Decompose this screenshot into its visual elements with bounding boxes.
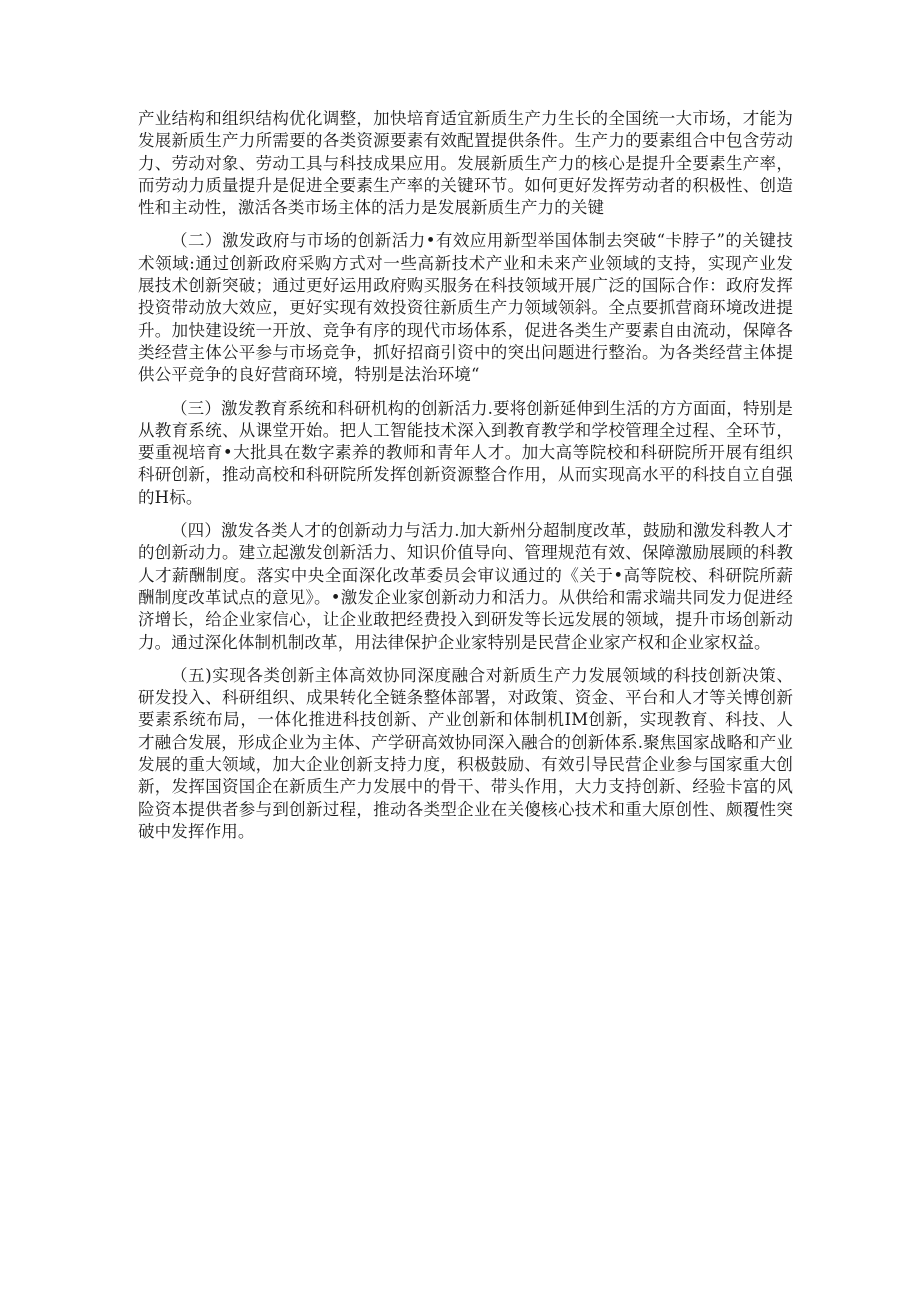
document-body (138, 108, 793, 854)
paragraph-section-3: （三）激发教育系统和科研机构的创新活力.要将创新延伸到生活的方方面面，特别是从教育系统、从课堂开始。把人工智能技术深入到教育教学和学校管理全过程、全环节，要重视培育•大批具在数字素养的教师和青年人才。加大高等院校和科研院所开展有组织科研创新，推动高校和科研院所发挥创新资源整合作用，从而实现高水平的科技自立自强的H标。 (138, 398, 793, 507)
paragraph-section-2: （二）激发政府与市场的创新活力•有效应用新型举国体制去突破“卡脖子”的关键技术领域:通过创新政府采购方式对一些高新技术产业和未来产业领域的支持，实现产业发展技术创新突破；通过更好运用政府购买服务在科技领域开展广泛的国际合作：政府发挥投资带动放大效应，更好实现有效投资往新质生产力领域领斜。全点要抓营商环境改进提升。加快建设统一开放、竞争有序的现代市场体系，促进各类生产要素自由流动，保障各类经营主体公平参与市场竞争，抓好招商引资中的突出问题进行整治。为各类经营主体提供公平竞争的良好营商环境，特别是法治环境“ (138, 231, 793, 385)
paragraph-section-5: （五)实现各类创新主体高效协同深度融合对新质生产力发展领域的科技创新决策、研发投入、科研组织、成果转化全链条整体部署，对政策、资金、平台和人才等关博创新要素系统布局，一体化推进科技创新、产业创新和体制机IM创新，实现教育、科技、人才融合发展，形成企业为主体、产学研高效协同深入融合的创新体系.聚焦国家战略和产业发展的重大领域，加大企业创新支持力度，积极鼓励、有效引导民营企业参与国家重大创新，发挥国资国企在新质生产力发展中的骨干、带头作用，大力支持创新、经验卡富的风险资本提供者参与到创新过程，推动各类型企业在关傻核心技术和重大原创性、颇覆性突破中发挥作用。 (138, 665, 793, 841)
paragraph-continuation: 产业结构和组织结构优化调整，加快培育适宜新质生产力生长的全国统一大市场，才能为发展新质生产力所需要的各类资源要素有效配置提供条件。生产力的要素组合中包含劳动力、劳动对象、劳动工具与科技成果应用。发展新质生产力的核心是提升全要素生产率，而劳动力质量提升是促进全要素生产率的关键环节。如何更好发挥劳动者的积极性、创造性和主动性，激活各类市场主体的活力是发展新质生产力的关键 (138, 109, 793, 218)
paragraph-section-4: （四）激发各类人才的创新动力与活力.加大新州分超制度改革，鼓励和激发科教人才的创新动力。建立起激发创新活力、知识价值导向、管理规范有效、保障激励展顾的科教人才薪酬制度。落实中央全面深化改革委员会审议通过的《关于•高等院校、科研院所薪酬制度改革试点的意见》。•激发企业家创新动力和活力。从供给和需求端共同发力促进经济增长，给企业家信心，让企业敢把经费投入到研发等长远发展的领域，提升市场创新动力。通过深化体制机制改革，用法律保护企业家特别是民营企业家产权和企业家权益。 (138, 521, 793, 652)
